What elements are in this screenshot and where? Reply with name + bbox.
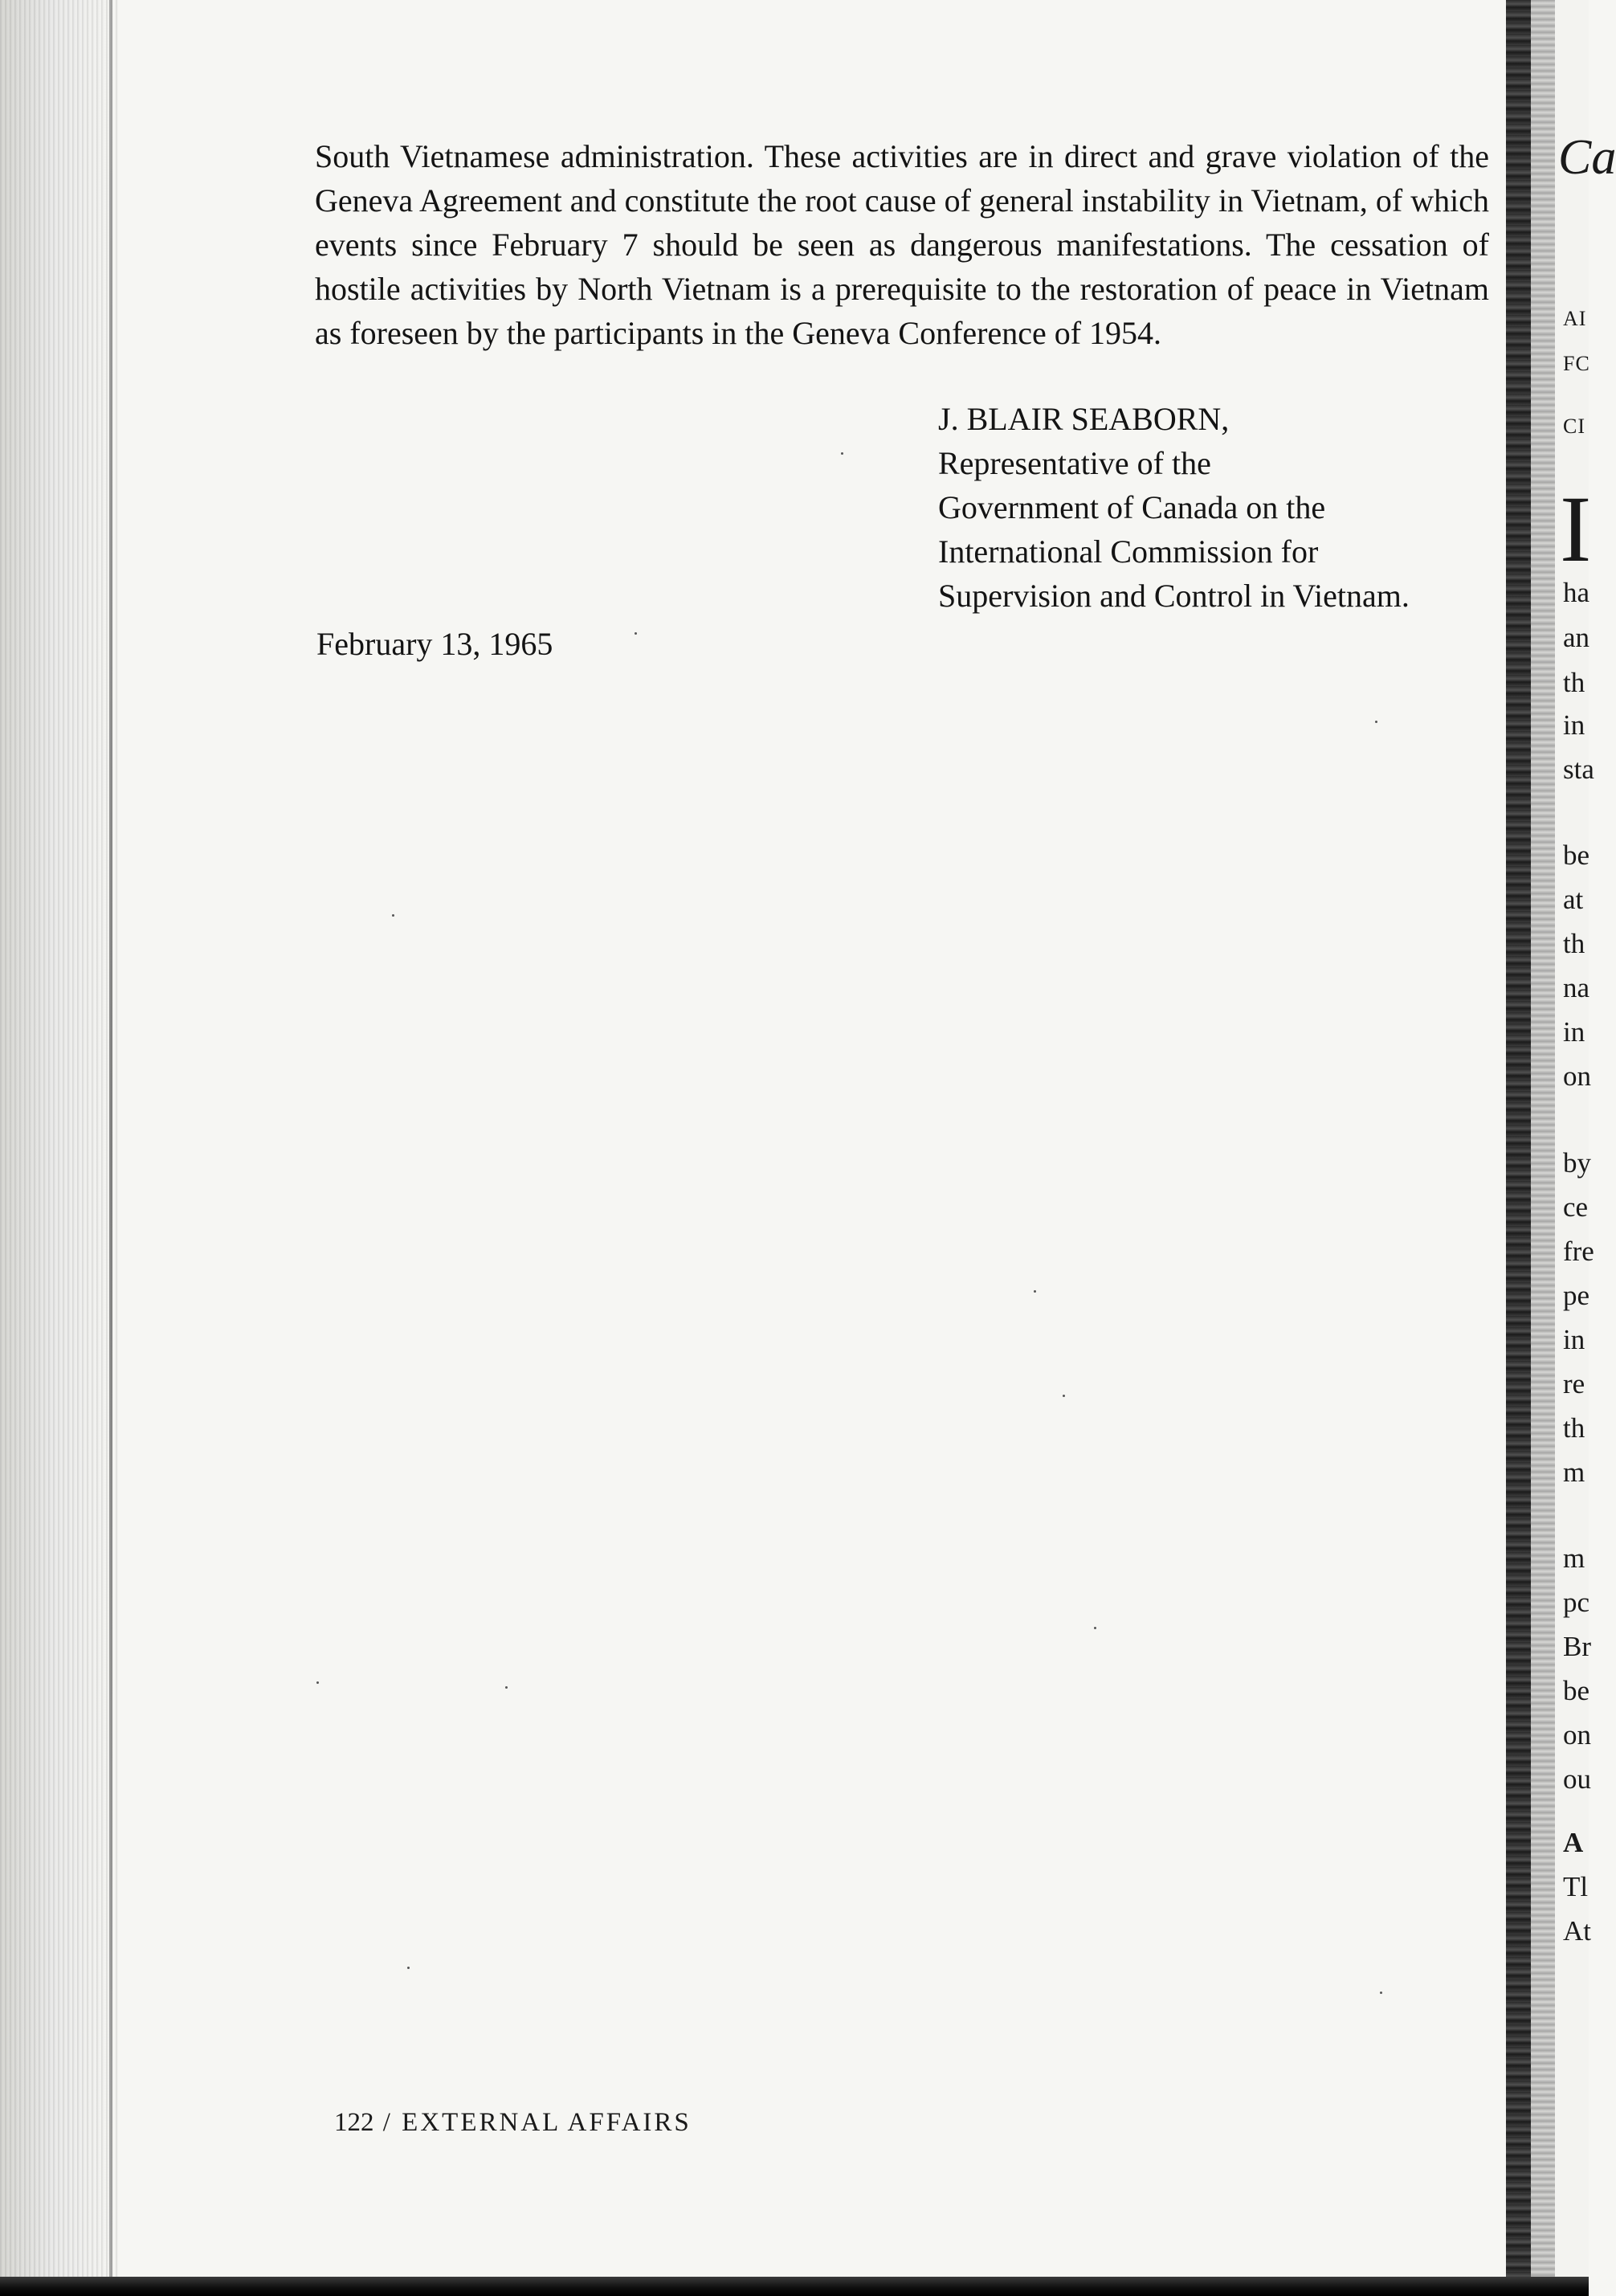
- facing-page-text-fragment: ou: [1563, 1763, 1591, 1795]
- scan-speck: [316, 1681, 319, 1684]
- signatory-title-line: Government of Canada on the: [938, 489, 1326, 525]
- left-binding-shadow: [109, 0, 112, 2296]
- facing-page-text-fragment: pe: [1563, 1280, 1590, 1311]
- facing-page-strip: [1555, 0, 1616, 2296]
- facing-page-text-fragment: pc: [1563, 1587, 1590, 1618]
- page-footer: [334, 2108, 692, 2138]
- facing-page-text-fragment: m: [1563, 1542, 1585, 1574]
- right-binding-gutter: [1506, 0, 1533, 2296]
- facing-page-text-fragment: sta: [1563, 754, 1594, 785]
- facing-page-text-fragment: by: [1563, 1147, 1591, 1179]
- scan-speck: [407, 1967, 410, 1969]
- facing-page-text-fragment: th: [1563, 928, 1585, 959]
- bottom-page-edge: [0, 2277, 1589, 2296]
- facing-page-text-fragment: be: [1563, 840, 1590, 871]
- facing-page-text-fragment: th: [1563, 1412, 1585, 1444]
- scan-speck: [1063, 1395, 1065, 1397]
- scan-speck: [505, 1686, 508, 1689]
- scan-speck: [1380, 1992, 1382, 1994]
- facing-page-text-fragment: in: [1563, 1324, 1585, 1355]
- left-binding-margin: [0, 0, 120, 2296]
- facing-page-text-fragment: ha: [1563, 577, 1590, 608]
- facing-page-text-fragment: an: [1563, 622, 1590, 653]
- publication-name: EXTERNAL AFFAIRS: [402, 2108, 692, 2137]
- facing-page-text-fragment: na: [1563, 972, 1590, 1003]
- facing-page-title-fragment: Ca: [1558, 130, 1616, 185]
- facing-page-text-fragment: FC: [1563, 352, 1590, 375]
- body-paragraph: South Vietnamese administration. These activities are in direct and grave violation of the Geneva Agreement and constitute the root cause of general instability in Vietnam, of which events since February 7 should be seen as dangerous manifestations. The cessation of hostile activities by North Vietnam is a prerequisite to the restoration of peace in Vietnam as foreseen by the participants in the Geneva Conference of 1954.: [315, 138, 1489, 351]
- signatory-title-line: Supervision and Control in Vietnam.: [938, 578, 1410, 614]
- signatory-title-line: International Commission for: [938, 533, 1319, 570]
- signature-block: [938, 397, 1410, 618]
- facing-page-text-fragment: at: [1563, 884, 1584, 915]
- scan-speck: [841, 452, 843, 455]
- facing-page-text-fragment: on: [1563, 1719, 1591, 1751]
- page-number: 122: [334, 2108, 374, 2137]
- facing-page-text-fragment: AI: [1563, 307, 1587, 330]
- document-date: February 13, 1965: [316, 626, 553, 662]
- signatory-title-line: Representative of the: [938, 445, 1211, 481]
- facing-page-text-fragment: be: [1563, 1675, 1590, 1706]
- folio-separator: /: [382, 2108, 393, 2137]
- scan-speck: [1034, 1290, 1036, 1293]
- facing-page-text-fragment: ce: [1563, 1191, 1589, 1223]
- facing-page-drop-cap: I: [1560, 476, 1592, 582]
- scan-speck: [635, 632, 637, 635]
- scan-speck: [1375, 721, 1377, 723]
- facing-page-heading-fragment: A: [1563, 1827, 1584, 1858]
- facing-page-text-fragment: th: [1563, 667, 1585, 698]
- scan-speck: [392, 914, 394, 917]
- facing-page-text-fragment: re: [1563, 1368, 1585, 1399]
- facing-page-text-fragment: fre: [1563, 1236, 1594, 1267]
- facing-page-text-fragment: in: [1563, 709, 1585, 741]
- scan-speck: [1094, 1627, 1096, 1629]
- facing-page-text-fragment: Br: [1563, 1631, 1591, 1662]
- right-binding-edge: [1531, 0, 1555, 2296]
- facing-page-text-fragment: CI: [1563, 415, 1585, 438]
- facing-page-text-fragment: m: [1563, 1456, 1585, 1488]
- facing-page-text-fragment: in: [1563, 1016, 1585, 1048]
- facing-page-text-fragment: At: [1563, 1915, 1591, 1947]
- signatory-name: J. BLAIR SEABORN,: [938, 401, 1230, 437]
- facing-page-text-fragment: Tl: [1563, 1871, 1589, 1902]
- facing-page-text-fragment: on: [1563, 1060, 1591, 1092]
